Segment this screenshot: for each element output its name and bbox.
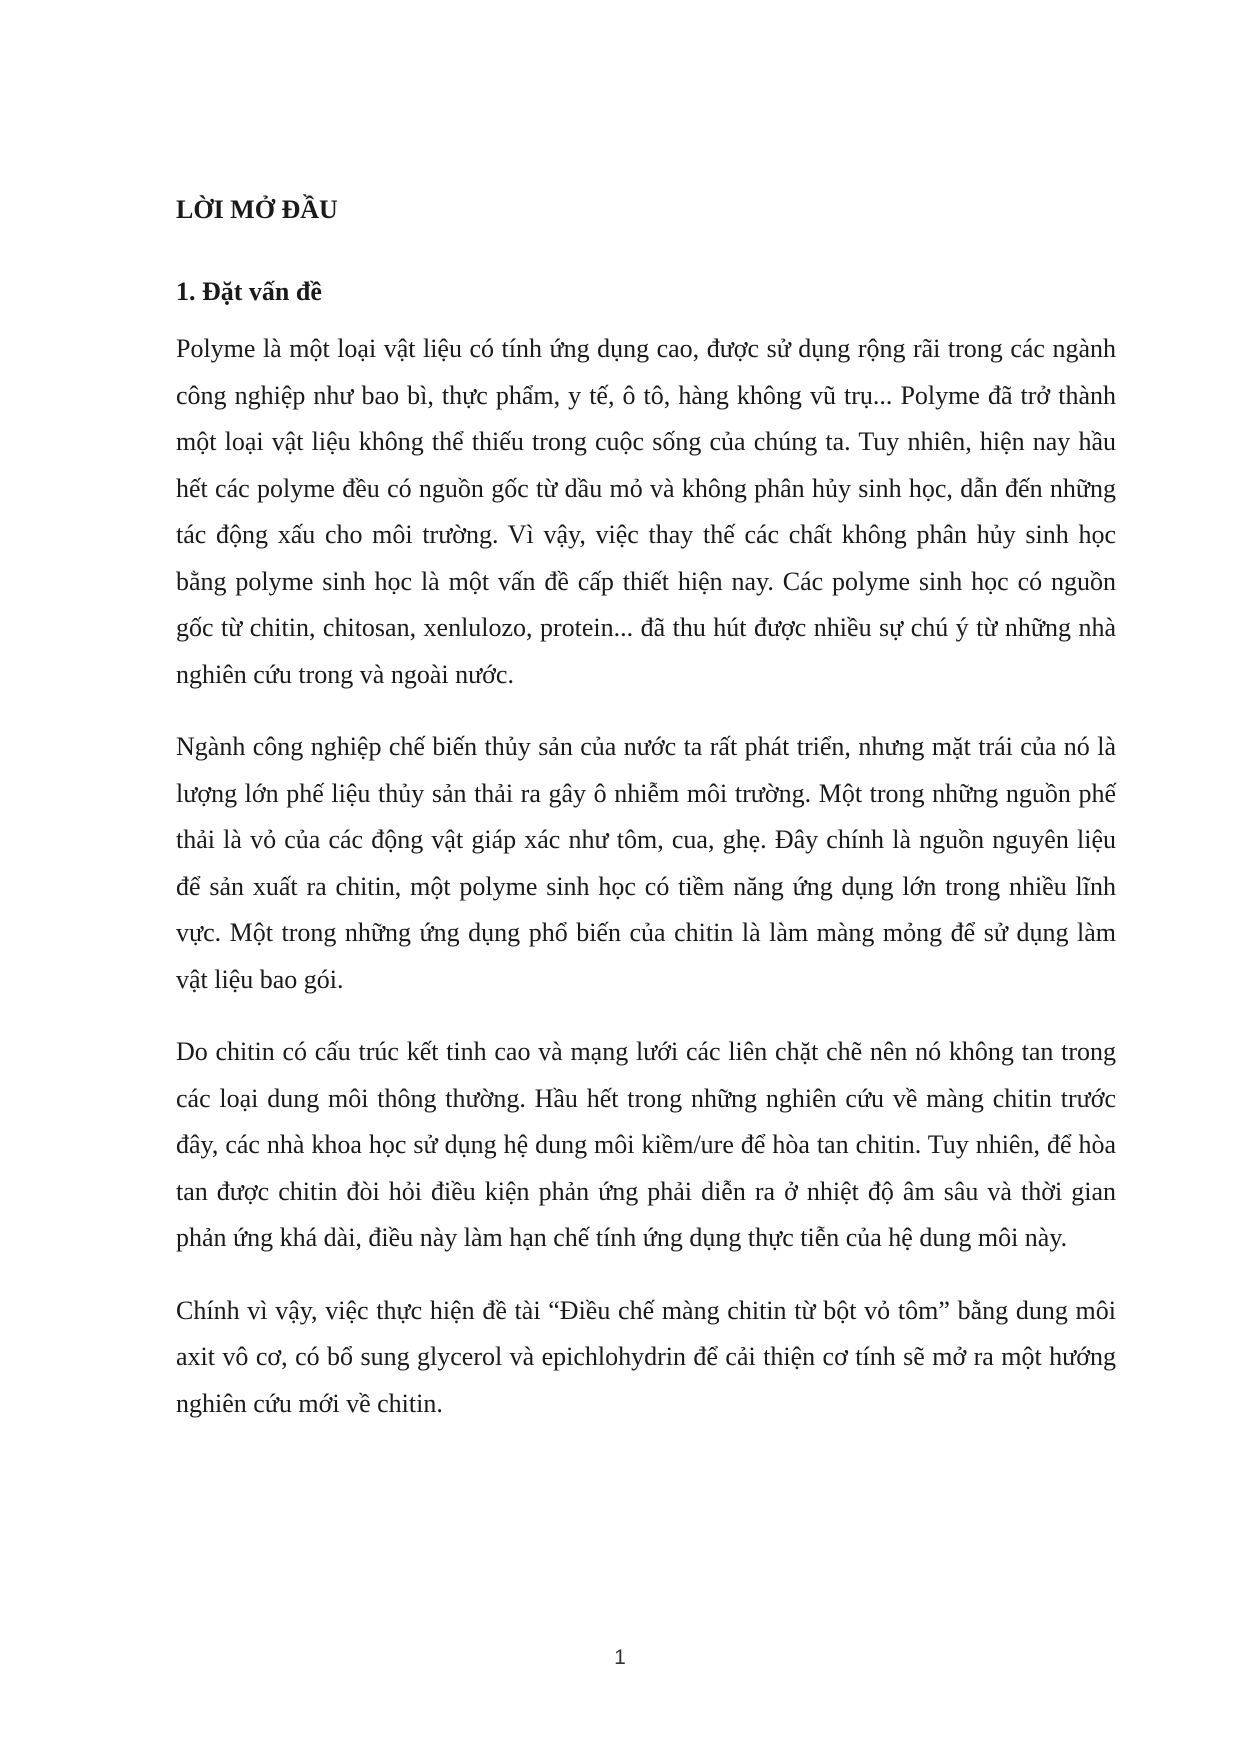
page-number: 1: [614, 1646, 626, 1669]
paragraph-1: Polyme là một loại vật liệu có tính ứng dụng cao, được sử dụng rộng rãi trong các ngành công nghiệp như bao bì, thực phẩm, y tế, ô tô, hàng không vũ trụ... Polyme đã trở thành một loại vật liệu không thể thiếu trong cuộc sống của chúng ta. Tuy nhiên, hiện nay hầu hết các polyme đều có nguồn gốc từ dầu mỏ và không phân hủy sinh học, dẫn đến những tác động xấu cho môi trường. Vì vậy, việc thay thế các chất không phân hủy sinh học bằng polyme sinh học là một vấn đề cấp thiết hiện nay. Các polyme sinh học có nguồn gốc từ chitin, chitosan, xenlulozo, protein... đã thu hút được nhiều sự chú ý từ những nhà nghiên cứu trong và ngoài nước.: [176, 334, 1116, 689]
page-heading: LỜI MỞ ĐẦU: [176, 195, 338, 224]
page-content: [176, 190, 1116, 1453]
paragraph-4: Chính vì vậy, việc thực hiện đề tài “Điều chế màng chitin từ bột vỏ tôm” bằng dung môi axit vô cơ, có bổ sung glycerol và epichlohydrin để cải thiện cơ tính sẽ mở ra một hướng nghiên cứu mới về chitin.: [176, 1295, 1116, 1418]
paragraph-3: Do chitin có cấu trúc kết tinh cao và mạng lưới các liên chặt chẽ nên nó không tan trong các loại dung môi thông thường. Hầu hết trong những nghiên cứu về màng chitin trước đây, các nhà khoa học sử dụng hệ dung môi kiềm/ure để hòa tan chitin. Tuy nhiên, để hòa tan được chitin đòi hỏi điều kiện phản ứng phải diễn ra ở nhiệt độ âm sâu và thời gian phản ứng khá dài, điều này làm hạn chế tính ứng dụng thực tiễn của hệ dung môi này.: [176, 1037, 1116, 1252]
section-title: 1. Đặt vấn đề: [176, 277, 322, 306]
paragraph-2: Ngành công nghiệp chế biến thủy sản của nước ta rất phát triển, nhưng mặt trái của nó là lượng lớn phế liệu thủy sản thải ra gây ô nhiễm môi trường. Một trong những nguồn phế thải là vỏ của các động vật giáp xác như tôm, cua, ghẹ. Đây chính là nguồn nguyên liệu để sản xuất ra chitin, một polyme sinh học có tiềm năng ứng dụng lớn trong nhiều lĩnh vực. Một trong những ứng dụng phổ biến của chitin là làm màng mỏng để sử dụng làm vật liệu bao gói.: [176, 732, 1116, 994]
